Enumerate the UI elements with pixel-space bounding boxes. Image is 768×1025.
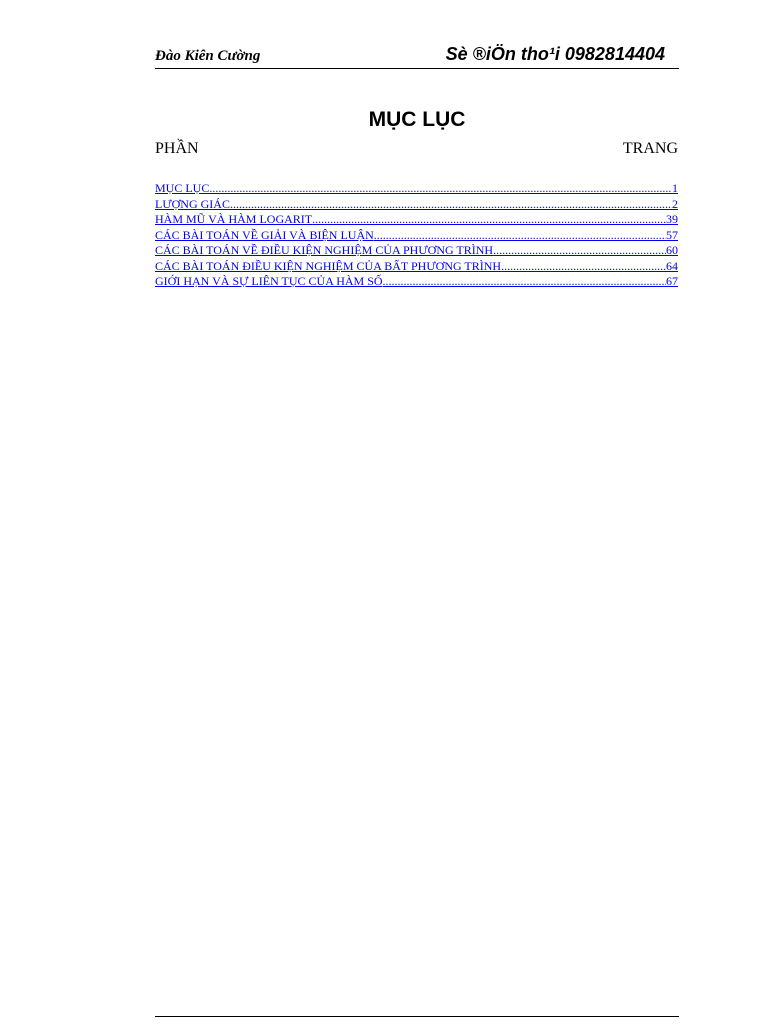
toc-entry-page: 67 bbox=[666, 274, 678, 288]
column-heading-section: PHẦN bbox=[155, 140, 199, 157]
toc-entry-label: HÀM MŨ VÀ HÀM LOGARIT bbox=[155, 212, 313, 226]
toc-entry-page: 39 bbox=[666, 212, 678, 226]
toc-entry-label: LƯỢNG GIÁC bbox=[155, 196, 230, 211]
toc-entry-label: CÁC BÀI TOÁN VỀ ĐIỀU KIỆN NGHIỆM CỦA PHƯƠNG TRÌNH bbox=[155, 243, 494, 257]
toc-leader-dots bbox=[374, 228, 666, 243]
toc-entry-label: GIỚI HẠN VÀ SỰ LIÊN TỤC CỦA HÀM SỐ bbox=[155, 274, 383, 288]
toc-entry[interactable] bbox=[155, 212, 678, 228]
toc-entry[interactable] bbox=[155, 259, 678, 275]
toc-entry[interactable] bbox=[155, 228, 678, 244]
toc-leader-dots bbox=[230, 197, 672, 212]
toc-entry-label: CÁC BÀI TOÁN ĐIỀU KIỆN NGHIỆM CỦA BẤT PHƯƠNG TRÌNH bbox=[155, 258, 502, 273]
toc-entry[interactable] bbox=[155, 274, 678, 290]
toc-leader-dots bbox=[501, 259, 666, 274]
toc-entry-page: 60 bbox=[666, 243, 678, 257]
toc-leader-dots bbox=[312, 212, 666, 227]
toc-leader-dots bbox=[209, 181, 672, 196]
table-of-contents bbox=[155, 181, 678, 290]
toc-entry[interactable] bbox=[155, 181, 678, 197]
page-title: MỤC LỤC bbox=[368, 108, 466, 131]
toc-entry-label: CÁC BÀI TOÁN VỀ GIẢI VÀ BIỆN LUẬN bbox=[155, 227, 374, 242]
toc-entry-page: 57 bbox=[666, 227, 678, 242]
toc-entry[interactable] bbox=[155, 243, 678, 259]
toc-leader-dots bbox=[383, 274, 666, 289]
header-author: Đào Kiên Cường bbox=[155, 48, 261, 64]
column-heading-page: TRANG bbox=[622, 140, 678, 157]
toc-entry-page: 2 bbox=[672, 196, 678, 211]
toc-leader-dots bbox=[493, 243, 666, 258]
toc-entry-page: 64 bbox=[666, 258, 678, 273]
toc-entry-page: 1 bbox=[672, 181, 678, 195]
toc-entry[interactable] bbox=[155, 197, 678, 213]
header-phone: Sè ®iÖn tho¹i 0982814404 bbox=[445, 44, 665, 64]
page-header bbox=[155, 44, 679, 69]
toc-entry-label: MỤC LỤC bbox=[155, 181, 210, 195]
